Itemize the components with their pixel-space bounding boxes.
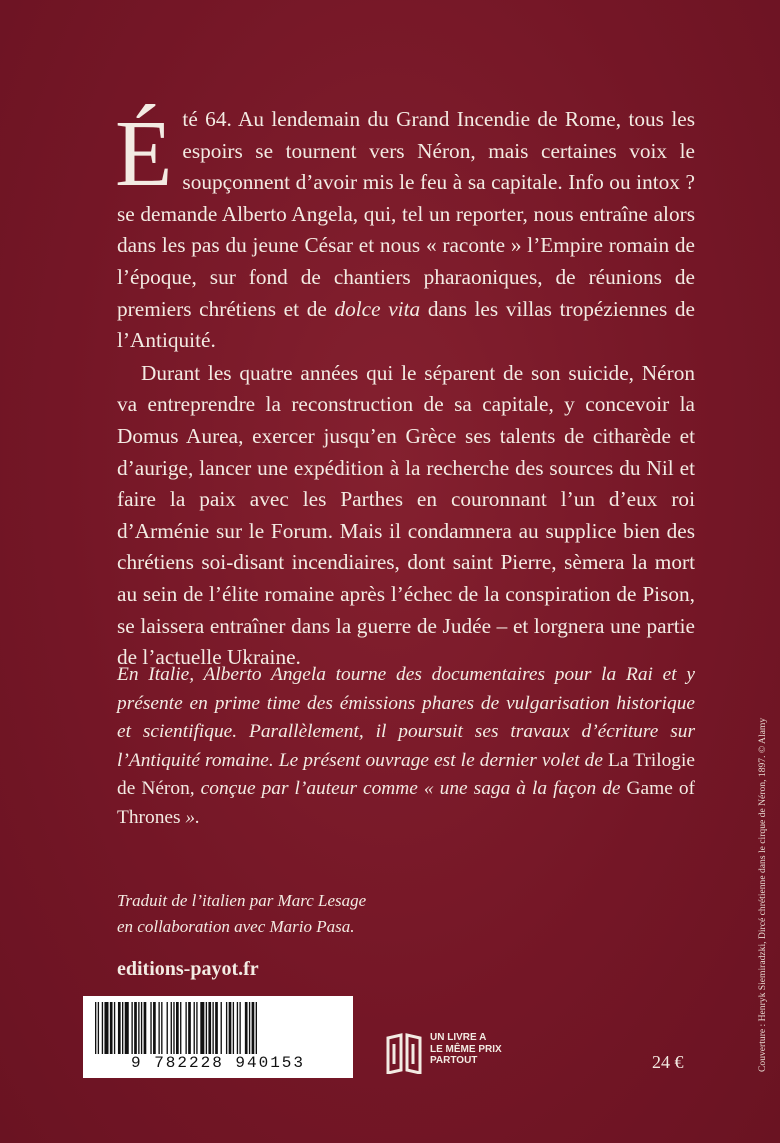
drop-cap: É <box>115 102 173 206</box>
summary-paragraph-1: Été 64. Au lendemain du Grand Incendie de Rome, tous les espoirs se tournent vers Néron, mais certaines voix le soupçonnent d’avoir mis le feu à sa capitale. Info ou intox ? se demande Alberto Angela, qui, tel un reporter, nous entraîne alors dans les pas du jeune César et nous « raconte » l’Empire romain de l’époque, sur fond de chantiers pharaoniques, de réunions de premiers chrétiens et de dolce vita dans les villas tropéziennes de l’Antiquité. <box>115 102 695 353</box>
barcode-bars-icon <box>93 1002 343 1058</box>
cover-credit: Couverture : Henryk Siemiradzki, Dircé chrétienne dans le cirque de Néron, 1897. © Alamy <box>757 717 768 1072</box>
book-price-logo-text: UN LIVRE A LE MÊME PRIX PARTOUT <box>430 1032 502 1066</box>
publisher-website: editions-payot.fr <box>117 958 259 980</box>
summary-paragraph-2: Durant les quatre années qui le séparent de son suicide, Néron va entreprendre la reconstruction de sa capitale, y concevoir la Domus Aurea, exercer jusqu’en Grèce ses talents de citharède et d’aurige, lancer une expédition à la recherche des sources du Nil et faire la paix avec les Parthes en couronnant l’un d’eux roi d’Arménie sur le Forum. Mais il condamnera au supplice bien des chrétiens soi-disant incendiaires, dont saint Pierre, sèmera la mort au sein de l’élite romaine après l’échec de la conspiration de Pison, se laissera entraîner dans la guerre de Judée – et lorgnera une partie de l’actuelle Ukraine. <box>117 360 695 670</box>
translation-credit: Traduit de l’italien par Marc Lesage en collaboration avec Mario Pasa. <box>117 891 367 936</box>
book-price-logo-icon <box>385 1032 423 1074</box>
barcode-number: 9 782228 940153 <box>91 1054 345 1072</box>
author-bio: En Italie, Alberto Angela tourne des documentaires pour la Rai et y présente en prime time des émissions phares de vulgarisation historique et scientifique. Parallèlement, il poursuit ses travaux d’écriture sur l’Antiquité romaine. Le présent ouvrage est le dernier volet de La Trilogie de Néron, conçue par l’auteur comme « une saga à la façon de Game of Thrones ». <box>117 664 695 828</box>
barcode <box>83 996 353 1078</box>
book-series-title: La Trilogie de Néron <box>117 749 695 800</box>
price: 24 € <box>652 1052 684 1072</box>
reference-title: Game of Thrones <box>117 778 695 828</box>
summary-text <box>117 104 695 674</box>
book-price-logo <box>385 1032 525 1076</box>
